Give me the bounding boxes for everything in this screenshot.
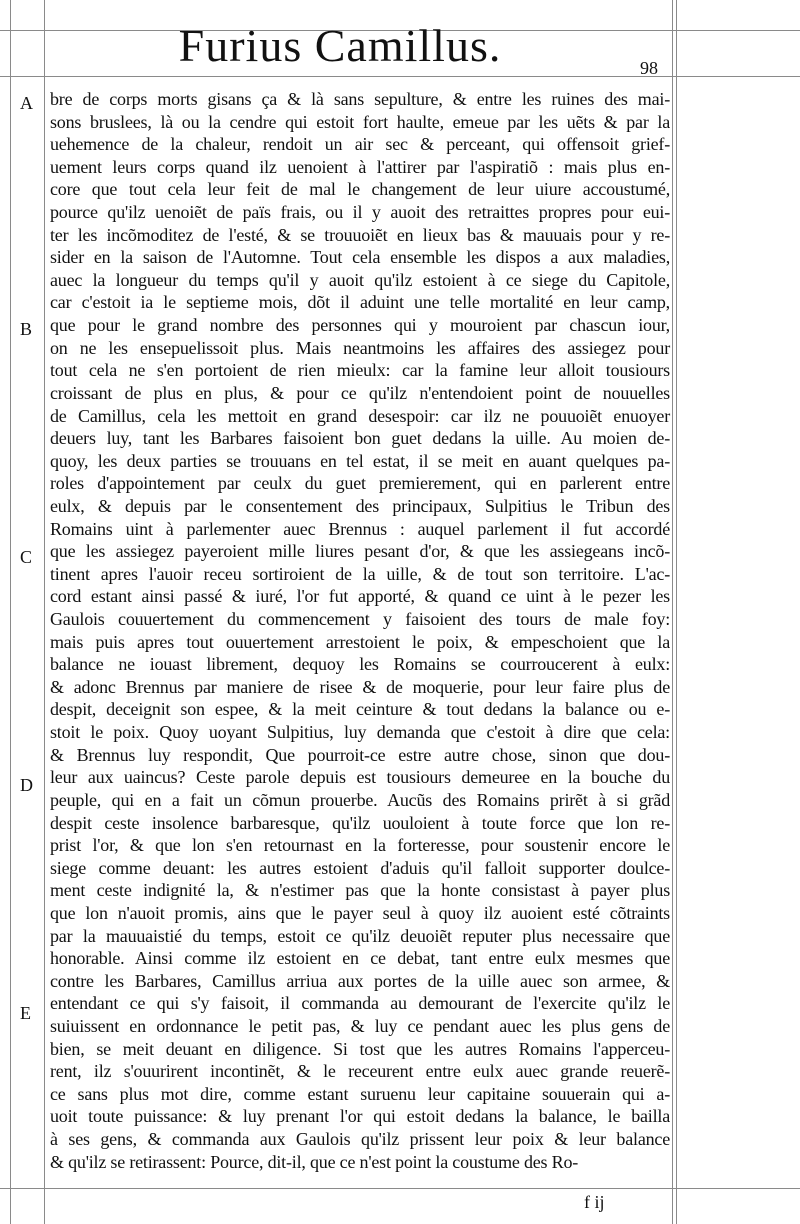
margin-marker-d: D	[20, 775, 33, 795]
text-line: suiuissent en ordonnance le petit pas, & luy ce pendant auec les plus gens de	[50, 1015, 670, 1036]
text-line: cord estant ainsi passé & iuré, l'or fut apporté, & quand ce uint à le pezer les	[50, 586, 670, 607]
text-line: entendant ce qui s'y faisoit, il commanda au demourant de l'exercite qu'ilz le	[50, 993, 670, 1014]
text-line: uement leurs corps quand ilz uenoient à l'attirer par l'aspiratiõ : mais plus en-	[50, 156, 670, 177]
text-line: bre de corps morts gisans ça & là sans sepulture, & entre les ruines des mai-	[50, 89, 670, 109]
right-margin-rule-inner	[672, 0, 673, 1224]
text-line: balance ne iouast librement, dequoy les Romains se courroucerent à eulx:	[50, 654, 670, 675]
text-line: sider en la saison de l'Automne. Tout cela ensemble les dispos a aux maladies,	[50, 247, 670, 268]
text-line: prist l'or, & que lon s'en retournast en la forteresse, pour soustenir encore le	[50, 835, 670, 856]
text-line: par la mauuaistié du temps, estoit ce qu'ilz deuoiẽt reputer plus necessaire que	[50, 925, 670, 946]
text-line: sons bruslees, là ou la cendre qui estoit fort haulte, emeue par les uẽts & par la	[50, 111, 670, 132]
text-line: quoy, les deux parties se trouuans en tel estat, il se meit en auant quelques pa-	[50, 450, 670, 471]
text-line: core que tout cela leur feit de mal le changement de leur uiure accoustumé,	[50, 179, 670, 200]
text-line: bien, se meit deuant en diligence. Si tost que les autres Romains l'apperceu-	[50, 1038, 670, 1059]
text-line: auec la longueur du temps qu'il y auoit qu'ilz estoient à ce siege du Capitole,	[50, 269, 670, 290]
folio-number: 98	[640, 58, 658, 78]
text-line: car c'estoit ia le septieme mois, dõt il aduint une telle mortalité en leur camp,	[50, 292, 670, 313]
text-line: stoit le poix. Quoy uoyant Sulpitius, luy demanda que c'estoit à dire que cela:	[50, 722, 670, 743]
text-line: despit ceste insolence barbaresque, qu'ilz uouloient à toute force que lon re-	[50, 812, 670, 833]
text-line: & adonc Brennus par maniere de risee & de moquerie, pour leur faire plus de	[50, 676, 670, 697]
text-line: pource qu'ilz uenoiẽt de païs frais, ou il y auoit des retraittes propres pour eui-	[50, 202, 670, 223]
head-rule	[0, 76, 800, 77]
text-line: leur aux uaincus? Ceste parole depuis est tousiours demeuree en la bouche du	[50, 767, 670, 788]
text-line: roles d'appointement par ceulx du guet premierement, qui en parlerent entre	[50, 473, 670, 494]
text-line: & qu'ilz se retirassent: Pource, dit-il, que ce n'est point la coustume des Ro-	[50, 1151, 579, 1172]
text-line: contre les Barbares, Camillus arriua aux portes de la uille auec son armee, &	[50, 970, 670, 991]
left-margin-rule-inner	[44, 0, 45, 1224]
text-line: Romains uint à parlementer auec Brennus : auquel parlement il fut accordé	[50, 518, 670, 539]
text-line: ment ceste indignité la, & n'estimer pas que la honte consistast à payer plus	[50, 880, 670, 901]
text-line: ce sans plus mot dire, comme estant suruenu leur capitaine souuerain qui a-	[50, 1083, 670, 1104]
text-line: ter les incõmoditez de l'esté, & se trouuoiẽt en lieux bas & mauuais pour y re-	[50, 224, 670, 245]
body-text	[50, 88, 670, 1173]
text-line: rent, ilz s'ouurirent incontinẽt, & le receurent entre eulx auec grande reuerẽ-	[50, 1061, 670, 1082]
text-line: uoit toute puissance: & luy prenant l'or qui estoit dedans la balance, le bailla	[50, 1106, 670, 1127]
text-line: on ne les ensepuelissoit plus. Mais neantmoins les affaires des assiegez pour	[50, 337, 670, 358]
text-line: que lon n'auoit promis, ains que le payer seul à quoy ilz auoient esté cõtraints	[50, 902, 670, 923]
running-head: Furius Camillus.	[178, 20, 502, 71]
text-line: deuers luy, tant les Barbares faisoient bon guet dedans la uille. Au moien de-	[50, 428, 670, 449]
margin-marker-b: B	[20, 319, 33, 339]
signature-mark: f ij	[584, 1192, 605, 1212]
text-line: siege comme deuant: les autres estoient d'aduis qu'il falloit supporter doulce-	[50, 857, 670, 878]
text-line: Gaulois couuertement du commencement y faisoient des tours de male foy:	[50, 609, 670, 630]
text-line: honorable. Ainsi comme ilz estoient en ce debat, tant entre eulx mesmes que	[50, 948, 670, 969]
text-line: peuple, qui en a fait un cõmun prouerbe. Aucũs des Romains prirẽt à si grãd	[50, 789, 670, 810]
text-line: eulx, & depuis par le consentement des principaux, Sulpitius le Tribun des	[50, 495, 670, 516]
text-line: tinent apres l'auoir receu sortiroient de la uille, & de tout son territoire. L'ac-	[50, 563, 670, 584]
text-line: mais puis apres tout ouuertement arrestoient le poix, & empeschoient que la	[50, 631, 670, 652]
margin-marker-a: A	[20, 93, 33, 113]
margin-marker-c: C	[20, 547, 33, 567]
text-line: & Brennus luy respondit, Que pourroit-ce estre autre chose, sinon que dou-	[50, 744, 670, 765]
text-line: croissant de plus en plus, & pour ce qu'ilz n'entendoient point de nouuelles	[50, 382, 670, 403]
text-line: que les assiegez payeroient mille liures pesant d'or, & que les assiegeans incõ-	[50, 541, 670, 562]
text-line: despit, deceignit son espee, & la meit ceinture & tout dedans la balance ou e-	[50, 699, 670, 720]
text-line: uehemence de la chaleur, rendoit un air sec & perceant, qui offensoit grief-	[50, 134, 670, 155]
text-line: que pour le grand nombre des personnes qui y mouroient par chascun iour,	[50, 315, 670, 336]
text-line: de Camillus, cela les mettoit en grand desespoir: car ilz ne pouuoiẽt enuoyer	[50, 405, 670, 426]
margin-marker-e: E	[20, 1003, 31, 1023]
text-line: tout cela ne s'en portoient de rien mieulx: car la famine leur alloit tousiours	[50, 360, 670, 381]
right-margin-rule-outer	[676, 0, 677, 1224]
bottom-rule	[0, 1188, 800, 1189]
left-margin-rule-outer	[10, 0, 11, 1224]
text-line: à ses gens, & commanda aux Gaulois qu'ilz prissent leur poix & leur balance	[50, 1129, 670, 1150]
